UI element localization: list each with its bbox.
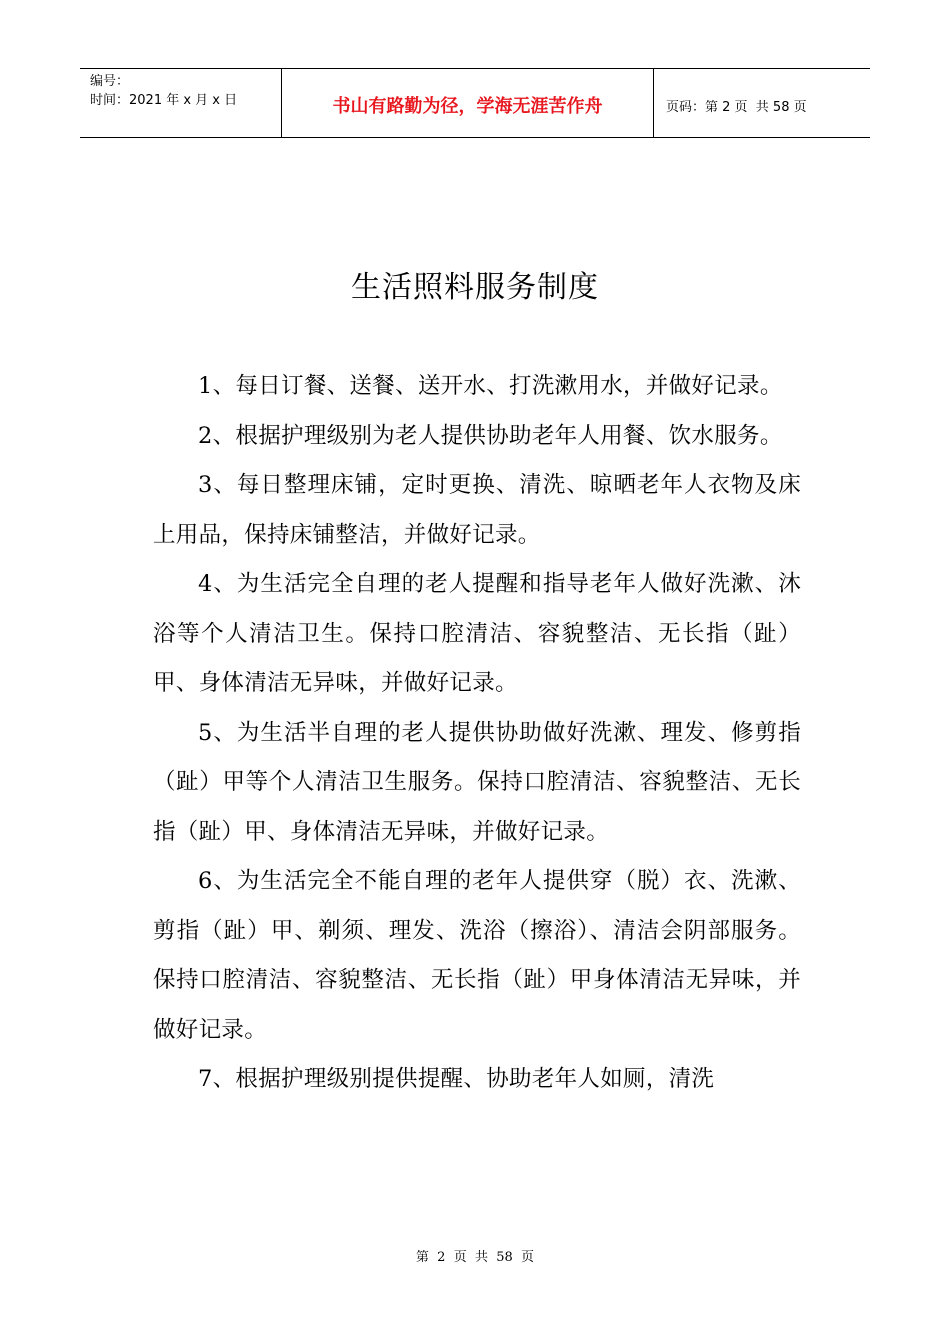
header-motto: 书山有路勤为径，学海无涯苦作舟 [282,69,654,137]
paragraph: 3、每日整理床铺，定时更换、清洗、晾晒老年人衣物及床上用品，保持床铺整洁，并做好记录。 [153,472,801,548]
paragraph: 7、根据护理级别提供提醒、协助老年人如厕，清洗 [198,1066,715,1092]
header-meta [80,69,282,137]
document-body [153,362,801,1105]
paragraph: 6、为生活完全不能自理的老年人提供穿（脱）衣、洗漱、剪指（趾）甲、剃须、理发、洗浴（擦浴）、清洁会阴部服务。保持口腔清洁、容貌整洁、无长指（趾）甲身体清洁无异味，并做好记录。 [153,868,801,1043]
header-page-info [654,69,870,137]
page-header [80,68,870,138]
document-number-label: 编号： [90,74,130,89]
document-title: 生活照料服务制度 [351,270,599,305]
paragraph: 1、每日订餐、送餐、送开水、打洗漱用水，并做好记录。 [198,373,783,399]
page-footer [0,1246,950,1265]
document-time-label: 时间：2021 年 x 月 x 日 [90,93,238,108]
paragraph: 4、为生活完全自理的老人提醒和指导老年人做好洗漱、沐浴等个人清洁卫生。保持口腔清洁、容貌整洁、无长指（趾）甲、身体清洁无异味，并做好记录。 [153,571,801,696]
header-page-info-text: 页码：第 2 页 共 58 页 [666,99,807,115]
footer-page-number: 第 2 页 共 58 页 [415,1250,535,1265]
paragraph: 2、根据护理级别为老人提供协助老年人用餐、饮水服务。 [198,422,783,449]
paragraph: 5、为生活半自理的老人提供协助做好洗漱、理发、修剪指（趾）甲等个人清洁卫生服务。保持口腔清洁、容貌整洁、无长指（趾）甲、身体清洁无异味，并做好记录。 [153,719,801,845]
